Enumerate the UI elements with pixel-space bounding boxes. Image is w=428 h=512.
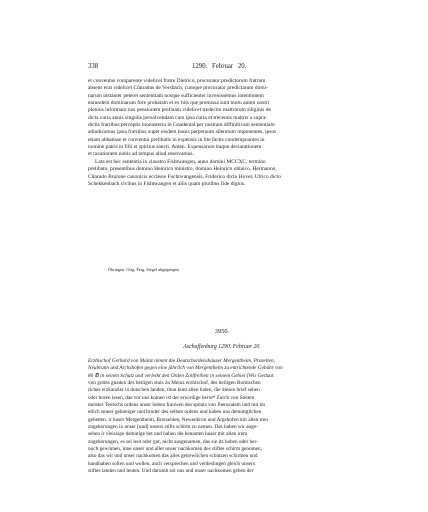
text-line [88, 402, 356, 409]
text-line: Cůnrado Brulone canonicis ecclesie Fuchtwangensis, Friderico dicto Hover, Ulrico dicto [88, 173, 281, 180]
text-line [88, 365, 356, 372]
text-line [88, 431, 356, 438]
text-line: Lata est hec sententia in claustro Fishtwangen, anno domini MCCXC, termino [95, 159, 266, 165]
text-line: nomine patris et filii et spiritus sancti. Amen. Expensarum itaque declarationem [88, 144, 262, 151]
document-number: 3950. [214, 328, 230, 335]
text-line [88, 358, 356, 365]
charter-text: handhaben sollen und wollen, auch versprechen und verdeslingen gleich unsers [88, 460, 255, 467]
running-title: 1290. Februar 20. [192, 63, 247, 70]
text-line [88, 417, 356, 424]
text-line: et conventus comparente videlicet fratre Dietrico, procurator predictorum fratrum [88, 78, 266, 84]
charter-text-continuation [88, 78, 356, 159]
charter-text: gebetten, ir huser Mergentheim, Brotselden, Newenbron und Argshofen mit allen iren [88, 416, 268, 423]
charter-text: riches erzkanzler in dutschen landen, thun kunt allen luden, die diesen brief sehen [88, 387, 260, 394]
text-line: etiam abbatisse et conventui prelibatis in expensis in lite factis condempnantes in [88, 136, 265, 143]
text-line [88, 387, 356, 394]
text-line: dicta curia annis singulis persolvendam cum ipsa curia et trecentis maltris a supra- [88, 114, 268, 121]
text-line: plenius informato nos pensionem prefatam videlicet tredecim maltrorum siliginis de [88, 107, 271, 114]
page-header [88, 62, 356, 72]
charter-text: stiftes landen und leuten. Und darumb sol uns und unser nachkomen geben der [88, 468, 254, 475]
text-line: et taxationem nobis ad tempus aliud reservamus. [88, 151, 194, 158]
text-line: dictis fratribus perceptis monasterio in Gnadental per nostram diffinitivam sententiam [88, 122, 275, 129]
text-line [88, 409, 356, 416]
text-line [88, 461, 356, 468]
charter-text: oder horen lesen, das vor uns komen ist der erwirdige herre* Zurch von Stetten [88, 394, 255, 401]
text-line [88, 380, 356, 387]
text-line [88, 453, 356, 460]
text-line [88, 439, 356, 446]
document-dateline: Aschaffenburg 1290. Februar 20. [183, 344, 261, 350]
source-note: Öhringen. Orig. Perg. Siegel abgegangen. [108, 267, 180, 272]
charter-text: also das wir und unser nachkomen das alles getrewlichen schutzen schirmen und [88, 453, 258, 460]
charter-text: sehen ir vleissige demutige bet und haben die benanten huser mit allen irem [88, 431, 248, 438]
witness-paragraph [88, 159, 356, 188]
text-line [88, 446, 356, 453]
text-line [88, 424, 356, 431]
charter-text: von gottes gnaden des heiligen stuls zu Meinz erzbischof, des heiligen Romischen [88, 380, 261, 387]
text-line [88, 468, 356, 475]
text-line: adiudicamus ipsis fratribus super eisdem bonis perpetuum silentium imponentes, ipsos [88, 129, 277, 136]
text-line: Schekkenbach civibus in Fishtwangen et aliis quam pluribus fide dignis. [88, 181, 246, 188]
text-line [88, 373, 356, 380]
text-line [88, 395, 356, 402]
text-line: absens erat videlicet Cůnradus de Versbach, cumque procurator predictarum domi- [88, 85, 268, 92]
text-line: narum instanter peteret sententiam nosque sufficienter invenissemus intentionem [88, 92, 264, 99]
charter-text: meister Teutschs ordens unser lieben frauwen des spitals von Jherusalem und mit im [88, 402, 266, 409]
regest-text: 80 ℔ in seinen Schutz und verleiht den Orden Zollfreiheit in seinem Gebiet [88, 372, 246, 379]
text-line: prelibato, presentibus domino Heinrico ministro, domino Heinrico oblaico, Hermanno, [88, 166, 277, 173]
regest-text: Neubrunn und Archshofen gegen eine jährlich von Mergentheim zu entrichtende Gebühr von [88, 365, 283, 372]
charter-text: zugehorungen in unser [und] unsers stifts schirm zu nemen. Des haben wir ange- [88, 424, 258, 431]
charter-text: etlich seiner gebietiger und bruder des selben ordens und haben uns demutiglichen [88, 409, 262, 416]
text-line: earundem dominarum fore probatam et ex hiis que premissa sunt motu animi nostri [88, 100, 270, 107]
regest-and-charter-text [88, 358, 356, 476]
charter-text: (Wir Gerhart [245, 372, 274, 379]
regest-text: Erzbischof Gerhard von Mainz nimmt die Deutschordenshäuser Mergentheim, Prozelten, [88, 358, 275, 364]
page-number: 338 [88, 63, 99, 70]
charter-text: noch gewinnen, inne unser und aller unser nachkomen des stiftes schirm genomen, [88, 446, 262, 453]
charter-text: zugehorungen, es sei leut oder gut, nicht ausgenomen, das sie itz haben oder her- [88, 438, 258, 445]
